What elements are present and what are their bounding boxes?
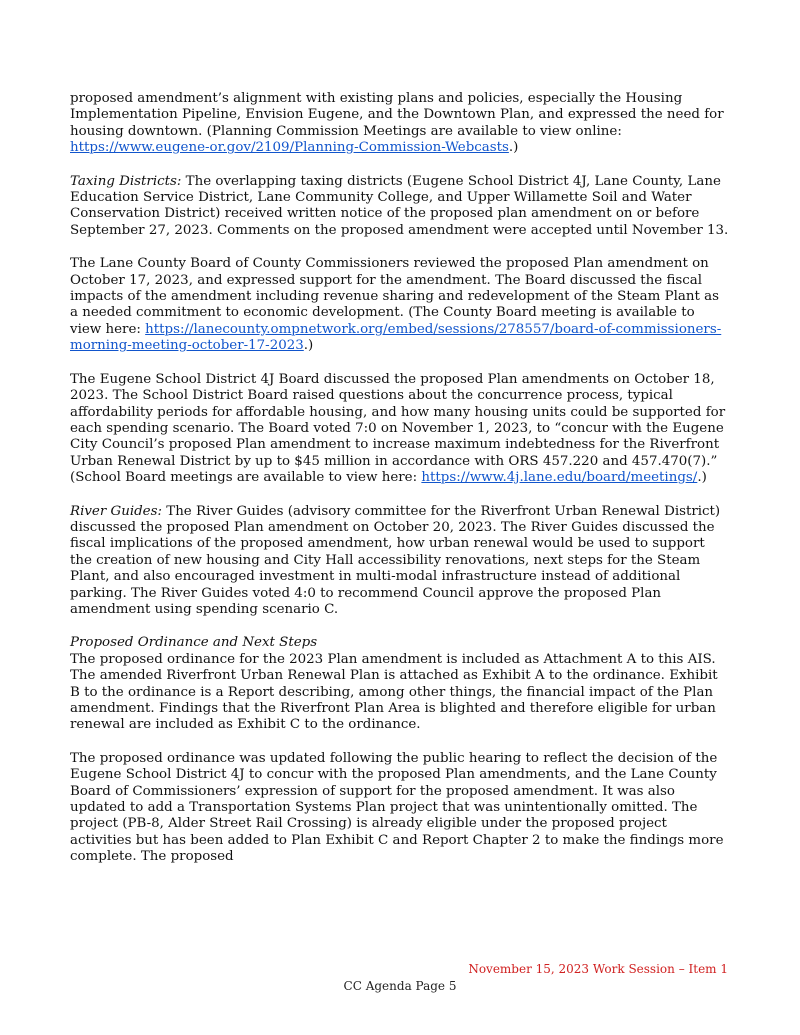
paragraph-text-after: .) xyxy=(303,338,314,354)
paragraph-proposed-ordinance xyxy=(70,652,730,734)
paragraph-school-district-board xyxy=(70,372,730,487)
paragraph-ordinance-updated xyxy=(70,751,730,866)
paragraph-text: The Eugene School District 4J Board discussed the proposed Plan amendments on October 18, 2023. The School District Board raised questions about the concurrence process, typical affordability periods for affordable housing, and how many housing units could be supported for each spending scenario. The Board voted 7:0 on November 1, 2023, to “concur with the Eugene City Council’s proposed Plan amendment to increase maximum indebtedness for the Riverfront Urban Renewal District by up to $45 million in accordance with ORS 457.220 and 457.470(7).” (School Board meetings are available to view here: xyxy=(70,371,726,486)
paragraph-text-after: .) xyxy=(697,470,707,486)
footer-agenda-item: November 15, 2023 Work Session – Item 1 xyxy=(468,962,728,976)
paragraph-text: proposed amendment’s alignment with existing plans and policies, especially the Housing Implementation Pipeline, Envision Eugene, and the Downtown Plan, and expressed the need for housing downtown. (Planning Commission Meetings are available to view online: xyxy=(70,91,724,139)
paragraph-text: The River Guides (advisory committee for the Riverfront Urban Renewal District) discussed the proposed Plan amendment on October 20, 2023. The River Guides discussed the fiscal implications of the proposed amendment, how urban renewal would be used to support the creation of new housing and City Hall accessibility renovations, next steps for the Steam Plant, and also encouraged investment in multi-modal infrastructure instead of additional parking. The River Guides voted 4:0 to recommend Council approve the proposed Plan amendment using spending scenario C. xyxy=(70,503,721,617)
county-board-meeting-link[interactable]: https://lanecounty.ompnetwork.org/embed/sessions/278557/board-of-commissioners-morning-meeting-october-17-2023 xyxy=(70,321,722,354)
footer-page-number: CC Agenda Page 5 xyxy=(343,979,457,993)
paragraph-text: The Lane County Board of County Commissioners reviewed the proposed Plan amendment on October 17, 2023, and expressed support for the amendment. The Board discussed the fiscal impacts of the amendment including revenue sharing and redevelopment of the Steam Plant as a needed commitment to economic development. (The County Board meeting is available to view here: xyxy=(70,256,719,337)
paragraph-text: The proposed ordinance was updated following the public hearing to reflect the decision of the Eugene School District 4J to concur with the proposed Plan amendments, and the Lane County Board of Commissioners’ expression of support for the proposed amendment. It was also updated to add a Transportation Systems Plan project that was unintentionally omitted. The project (PB-8, Alder Street Rail Crossing) is already eligible under the proposed project activities but has been added to Plan Exhibit C and Report Chapter 2 to make the findings more complete. The proposed xyxy=(70,750,724,865)
document-body xyxy=(70,91,730,883)
paragraph-text: The proposed ordinance for the 2023 Plan amendment is included as Attachment A to this AIS. The amended Riverfront Urban Renewal Plan is attached as Exhibit A to the ordinance. Exhibit B to the ordinance is a Report describing, among other things, the financial impact of the Plan amendment. Findings that the Riverfront Plan Area is blighted and therefore eligible for urban renewal are included as Exhibit C to the ordinance. xyxy=(70,651,718,733)
planning-commission-webcasts-link[interactable]: https://www.eugene-or.gov/2109/Planning-Commission-Webcasts xyxy=(70,140,509,156)
paragraph-planning-commission xyxy=(70,91,730,157)
taxing-districts-label: Taxing Districts: xyxy=(70,173,182,189)
river-guides-label: River Guides: xyxy=(70,503,162,519)
paragraph-river-guides xyxy=(70,504,730,619)
paragraph-text-after: .) xyxy=(508,140,519,156)
school-board-meetings-link[interactable]: https://www.4j.lane.edu/board/meetings/ xyxy=(421,470,698,486)
section-heading-proposed-ordinance xyxy=(70,635,730,651)
paragraph-text: The overlapping taxing districts (Eugene School District 4J, Lane County, Lane Education Service District, Lane Community College, and Upper Willamette Soil and Water Conservation District) received written notice of the proposed plan amendment on or before September 27, 2023. Comments on the proposed amendment were accepted until November 13. xyxy=(70,173,729,238)
section-heading-text: Proposed Ordinance and Next Steps xyxy=(70,635,318,651)
paragraph-taxing-districts xyxy=(70,174,730,240)
paragraph-lane-county-board xyxy=(70,256,730,354)
